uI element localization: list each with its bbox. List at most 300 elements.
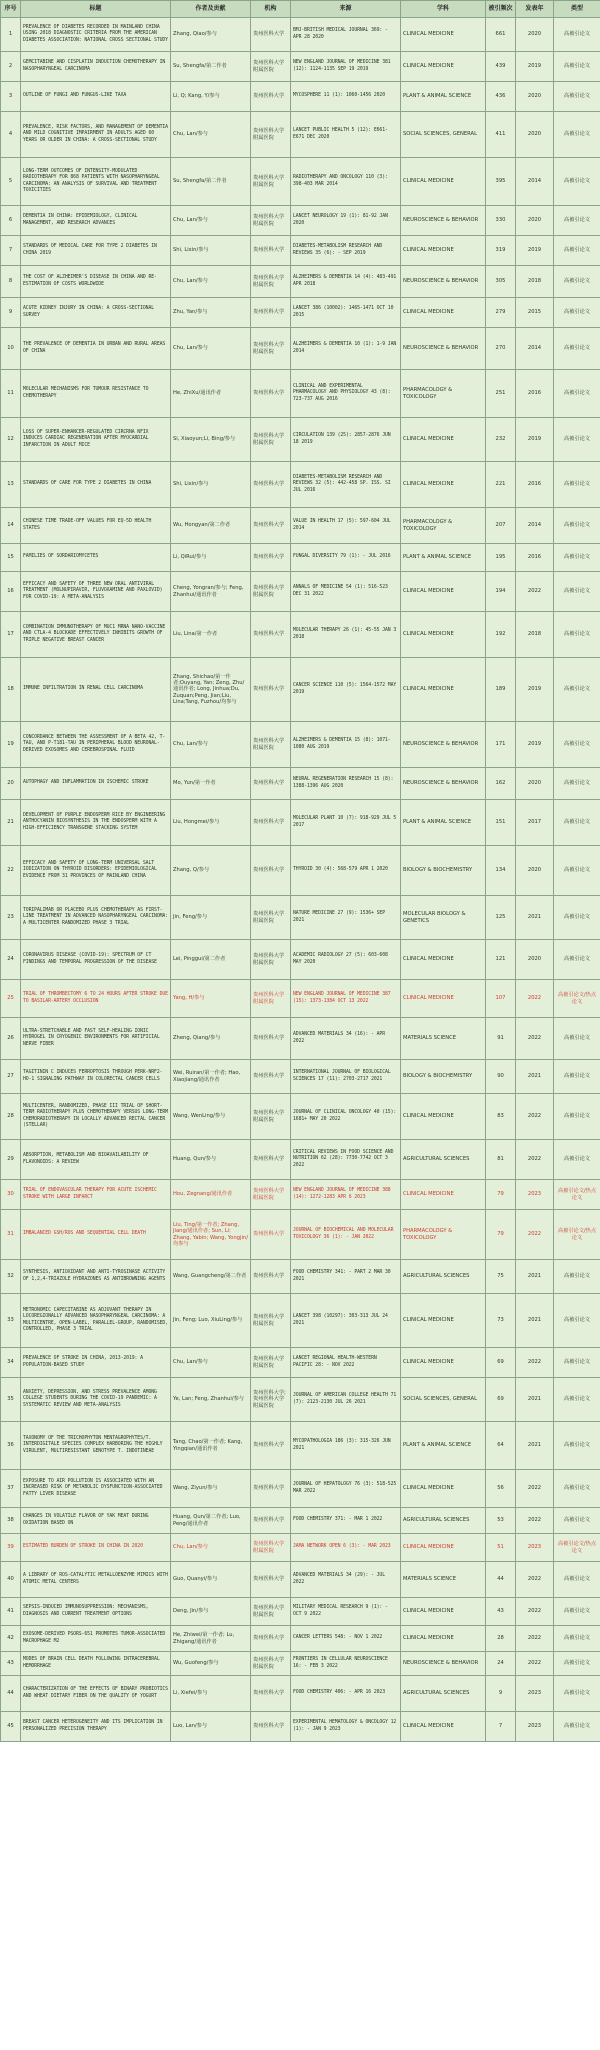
cell-citations: 64 xyxy=(486,1422,516,1470)
cell-no: 15 xyxy=(1,544,21,572)
cell-institution: 贵州医科大学 xyxy=(251,508,291,544)
table-row xyxy=(1,112,600,158)
cell-authors: Shi, Lixin/参与 xyxy=(171,462,251,508)
cell-no: 12 xyxy=(1,418,21,462)
cell-institution: 贵州医科大学 xyxy=(251,1470,291,1508)
cell-subject: CLINICAL MEDICINE xyxy=(401,1348,486,1378)
cell-year: 2020 xyxy=(516,112,554,158)
cell-source: FOOD CHEMISTRY 371: - MAR 1 2022 xyxy=(291,1508,401,1534)
cell-institution: 贵州医科大学 xyxy=(251,370,291,418)
cell-subject: CLINICAL MEDICINE xyxy=(401,658,486,722)
cell-authors: Su, Shengfa/第二作者 xyxy=(171,52,251,82)
cell-subject: PHARMACOLOGY & TOXICOLOGY xyxy=(401,1210,486,1260)
table-row xyxy=(1,980,600,1018)
cell-title: SEPSIS-INDUCED IMMUNOSUPPRESSION: MECHANISMS, DIAGNOSIS AND CURRENT TREATMENT OPTIONS xyxy=(21,1598,171,1626)
table-row xyxy=(1,1180,600,1210)
cell-type: 高被引论文 xyxy=(554,800,600,846)
cell-subject: CLINICAL MEDICINE xyxy=(401,158,486,206)
cell-authors: Mo, Yun/第一作者 xyxy=(171,768,251,800)
cell-type: 高被引论文 xyxy=(554,1676,600,1712)
cell-year: 2020 xyxy=(516,768,554,800)
cell-title: LONG-TERM OUTCOMES OF INTENSITY-MODULATED RADIOTHERAPY FOR 868 PATIENTS WITH NASOPHARYNGEAL CARCINOMA: AN ANALYSIS OF SURVIVAL AND TREATMENT TOXICITIES xyxy=(21,158,171,206)
cell-title: CHARACTERIZATION OF THE EFFECTS OF BINARY PROBIOTICS AND WHEAT DIETARY FIBER ON THE QUALITY OF YOGURT xyxy=(21,1676,171,1712)
cell-subject: NEUROSCIENCE & BEHAVIOR xyxy=(401,722,486,768)
cell-subject: PLANT & ANIMAL SCIENCE xyxy=(401,800,486,846)
cell-citations: 439 xyxy=(486,52,516,82)
cell-type: 高被引论文/热点论文 xyxy=(554,1534,600,1562)
cell-subject: NEUROSCIENCE & BEHAVIOR xyxy=(401,266,486,298)
header-authors: 作者及贡献 xyxy=(171,1,251,18)
cell-year: 2021 xyxy=(516,1294,554,1348)
cell-authors: He, Zhiwei/第一作者; Lu, Zhigang/通讯作者 xyxy=(171,1626,251,1652)
cell-subject: CLINICAL MEDICINE xyxy=(401,462,486,508)
cell-year: 2023 xyxy=(516,1534,554,1562)
header-subject: 学科 xyxy=(401,1,486,18)
cell-title: EXOSOME-DERIVED PSORS-651 PROMOTES TUMOR-ASSOCIATED MACROPHAGE M2 xyxy=(21,1626,171,1652)
cell-no: 6 xyxy=(1,206,21,236)
cell-authors: Ye, Lan; Feng, Zhanhui/参与 xyxy=(171,1378,251,1422)
cell-citations: 279 xyxy=(486,298,516,328)
table-row xyxy=(1,1508,600,1534)
cell-source: CIRCULATION 139 (25): 2857-2876 JUN 18 2019 xyxy=(291,418,401,462)
cell-no: 13 xyxy=(1,462,21,508)
cell-subject: PLANT & ANIMAL SCIENCE xyxy=(401,1422,486,1470)
cell-authors: Zhu, Yan/参与 xyxy=(171,298,251,328)
cell-type: 高被引论文 xyxy=(554,112,600,158)
cell-year: 2020 xyxy=(516,206,554,236)
cell-source: JOURNAL OF HEPATOLOGY 76 (3): 518-525 MAR 2022 xyxy=(291,1470,401,1508)
cell-source: CLINICAL AND EXPERIMENTAL PHARMACOLOGY AND PHYSIOLOGY 43 (8): 723-737 AUG 2016 xyxy=(291,370,401,418)
cell-year: 2022 xyxy=(516,1562,554,1598)
cell-no: 34 xyxy=(1,1348,21,1378)
table-row xyxy=(1,1712,600,1742)
cell-title: CORONAVIRUS DISEASE (COVID-19): SPECTRUM OF CT FINDINGS AND TEMPORAL PROGRESSION OF THE DISEASE xyxy=(21,940,171,980)
cell-no: 11 xyxy=(1,370,21,418)
cell-year: 2022 xyxy=(516,1018,554,1060)
cell-year: 2019 xyxy=(516,236,554,266)
cell-authors: Chu, Lan/参与 xyxy=(171,722,251,768)
cell-subject: NEUROSCIENCE & BEHAVIOR xyxy=(401,1652,486,1676)
cell-subject: CLINICAL MEDICINE xyxy=(401,236,486,266)
cell-no: 10 xyxy=(1,328,21,370)
table-row xyxy=(1,418,600,462)
cell-institution: 贵州医科大学附属医院 xyxy=(251,980,291,1018)
cell-institution: 贵州医科大学 xyxy=(251,1712,291,1742)
cell-authors: Tang, Chao/第一作者; Kang, Yingqian/通讯作者 xyxy=(171,1422,251,1470)
cell-type: 高被引论文 xyxy=(554,206,600,236)
table-row xyxy=(1,236,600,266)
cell-title: IMMUNE INFILTRATION IN RENAL CELL CARCINOMA xyxy=(21,658,171,722)
cell-institution: 贵州医科大学 xyxy=(251,544,291,572)
cell-title: STANDARDS OF MEDICAL CARE FOR TYPE 2 DIABETES IN CHINA 2019 xyxy=(21,236,171,266)
cell-source: FOOD CHEMISTRY 406: - APR 16 2023 xyxy=(291,1676,401,1712)
cell-citations: 195 xyxy=(486,544,516,572)
table-row xyxy=(1,82,600,112)
cell-institution: 贵州医科大学 xyxy=(251,658,291,722)
cell-type: 高被引论文 xyxy=(554,298,600,328)
cell-no: 18 xyxy=(1,658,21,722)
cell-authors: Deng, Jin/参与 xyxy=(171,1598,251,1626)
cell-type: 高被引论文 xyxy=(554,462,600,508)
cell-year: 2014 xyxy=(516,508,554,544)
cell-subject: CLINICAL MEDICINE xyxy=(401,572,486,612)
cell-title: TAGITININ C INDUCES FERROPTOSIS THROUGH PERK-NRF2-HO-1 SIGNALING PATHWAY IN COLORECTAL CANCER CELLS xyxy=(21,1060,171,1094)
cell-no: 9 xyxy=(1,298,21,328)
cell-type: 高被引论文 xyxy=(554,508,600,544)
cell-title: OUTLINE OF FUNGI AND FUNGUS-LIKE TAXA xyxy=(21,82,171,112)
cell-authors: Lei, Pinggui/第二作者 xyxy=(171,940,251,980)
cell-type: 高被引论文 xyxy=(554,1508,600,1534)
cell-institution: 贵州医科大学 xyxy=(251,846,291,896)
cell-subject: PLANT & ANIMAL SCIENCE xyxy=(401,82,486,112)
cell-no: 29 xyxy=(1,1140,21,1180)
cell-citations: 69 xyxy=(486,1348,516,1378)
cell-citations: 28 xyxy=(486,1626,516,1652)
cell-title: ESTIMATED BURDEN OF STROKE IN CHINA IN 2020 xyxy=(21,1534,171,1562)
cell-title: METRONOMIC CAPECITABINE AS ADJUVANT THERAPY IN LOCOREGIONALLY ADVANCED NASOPHARYNGEAL CARCINOMA: A MULTICENTRE, OPEN-LABEL, PARALLEL-GROUP, RANDOMISED, CONTROLLED, PHASE 3 TRIAL xyxy=(21,1294,171,1348)
cell-year: 2022 xyxy=(516,1348,554,1378)
cell-subject: AGRICULTURAL SCIENCES xyxy=(401,1140,486,1180)
cell-title: IMBALANCED GSH/ROS AND SEQUENTIAL CELL DEATH xyxy=(21,1210,171,1260)
cell-no: 19 xyxy=(1,722,21,768)
cell-year: 2020 xyxy=(516,82,554,112)
cell-authors: Chu, Lan/参与 xyxy=(171,328,251,370)
cell-title: CHINESE TIME TRADE-OFF VALUES FOR EQ-5D HEALTH STATES xyxy=(21,508,171,544)
cell-source: THYROID 30 (4): 568-579 APR 1 2020 xyxy=(291,846,401,896)
cell-subject: AGRICULTURAL SCIENCES xyxy=(401,1260,486,1294)
cell-institution: 贵州医科大学 xyxy=(251,1210,291,1260)
table-row xyxy=(1,1470,600,1508)
cell-source: FUNGAL DIVERSITY 79 (1): - JUL 2016 xyxy=(291,544,401,572)
cell-citations: 91 xyxy=(486,1018,516,1060)
cell-authors: Huang, Qun/参与 xyxy=(171,1140,251,1180)
table-row xyxy=(1,1210,600,1260)
cell-institution: 贵州医科大学附属医院 xyxy=(251,206,291,236)
cell-type: 高被引论文 xyxy=(554,1140,600,1180)
cell-institution: 贵州医科大学附属医院 xyxy=(251,1534,291,1562)
cell-no: 21 xyxy=(1,800,21,846)
cell-title: BREAST CANCER HETEROGENEITY AND ITS IMPLICATION IN PERSONALIZED PRECISION THERAPY xyxy=(21,1712,171,1742)
cell-authors: Chu, Lan/参与 xyxy=(171,112,251,158)
table-row xyxy=(1,1626,600,1652)
cell-subject: CLINICAL MEDICINE xyxy=(401,18,486,52)
cell-title: THE COST OF ALZHEIMER'S DISEASE IN CHINA AND RE-ESTIMATION OF COSTS WORLDWIDE xyxy=(21,266,171,298)
cell-institution: 贵州医科大学 xyxy=(251,18,291,52)
cell-source: FOOD CHEMISTRY 341: - PART 2 MAR 30 2021 xyxy=(291,1260,401,1294)
table-row xyxy=(1,1348,600,1378)
cell-source: MOLECULAR PLANT 10 (7): 918-929 JUL 5 2017 xyxy=(291,800,401,846)
cell-institution: 贵州医科大学附属医院 xyxy=(251,328,291,370)
cell-title: ULTRA-STRETCHABLE AND FAST SELF-HEALING IONIC HYDROGEL IN CRYOGENIC ENVIRONMENTS FOR ARTIFICIAL NERVE FIBER xyxy=(21,1018,171,1060)
cell-institution: 贵州医科大学附属医院 xyxy=(251,1294,291,1348)
cell-type: 高被引论文 xyxy=(554,236,600,266)
cell-title: AUTOPHAGY AND INFLAMMATION IN ISCHEMIC STROKE xyxy=(21,768,171,800)
cell-year: 2016 xyxy=(516,370,554,418)
table-row xyxy=(1,658,600,722)
cell-no: 28 xyxy=(1,1094,21,1140)
cell-authors: Chu, Lan/参与 xyxy=(171,266,251,298)
cell-subject: CLINICAL MEDICINE xyxy=(401,1534,486,1562)
cell-type: 高被引论文 xyxy=(554,1422,600,1470)
table-row xyxy=(1,612,600,658)
cell-type: 高被引论文 xyxy=(554,544,600,572)
cell-year: 2016 xyxy=(516,462,554,508)
cell-no: 35 xyxy=(1,1378,21,1422)
cell-source: FRONTIERS IN CELLULAR NEUROSCIENCE 16: - FEB 3 2022 xyxy=(291,1652,401,1676)
table-row xyxy=(1,462,600,508)
cell-institution: 贵州医科大学附属医院 xyxy=(251,52,291,82)
cell-institution: 贵州医科大学 xyxy=(251,1060,291,1094)
cell-source: JOURNAL OF AMERICAN COLLEGE HEALTH 71 (7): 2123-2130 JUL 26 2021 xyxy=(291,1378,401,1422)
cell-no: 2 xyxy=(1,52,21,82)
cell-title: SYNTHESIS, ANTIOXIDANT AND ANTI-TYROSINASE ACTIVITY OF 1,2,4-TRIAZOLE HYDRAZONES AS ANTIBROWNING AGENTS xyxy=(21,1260,171,1294)
cell-year: 2022 xyxy=(516,980,554,1018)
cell-title: TRIAL OF ENDOVASCULAR THERAPY FOR ACUTE ISCHEMIC STROKE WITH LARGE INFARCT xyxy=(21,1180,171,1210)
cell-title: EFFICACY AND SAFETY OF THREE NEW ORAL ANTIVIRAL TREATMENT (MOLNUPIRAVIR, FLUVOXAMINE AND PAXLOVID) FOR COVID-19: A META-ANALYSIS xyxy=(21,572,171,612)
cell-citations: 162 xyxy=(486,768,516,800)
cell-subject: CLINICAL MEDICINE xyxy=(401,1180,486,1210)
cell-authors: Zhang, Shichao/第一作者;Ouyang, Yan; Zeng, Zhu/通讯作者; Long, Jinhua;Du, Zuquan;Peng, Jian;Liu, Lina;Tang, Fuzhou/均参与 xyxy=(171,658,251,722)
cell-type: 高被引论文 xyxy=(554,846,600,896)
table-row xyxy=(1,1294,600,1348)
cell-year: 2019 xyxy=(516,418,554,462)
cell-type: 高被引论文/热点论文 xyxy=(554,1180,600,1210)
cell-title: PREVALENCE OF DIABETES RECORDED IN MAINLAND CHINA USING 2018 DIAGNOSTIC CRITERIA FROM THE AMERICAN DIABETES ASSOCIATION: NATIONAL CROSS SECTIONAL STUDY xyxy=(21,18,171,52)
cell-year: 2022 xyxy=(516,1140,554,1180)
cell-authors: He, ZhiXu/通讯作者 xyxy=(171,370,251,418)
cell-no: 39 xyxy=(1,1534,21,1562)
cell-subject: CLINICAL MEDICINE xyxy=(401,980,486,1018)
cell-institution: 贵州医科大学附属医院 xyxy=(251,1180,291,1210)
table-row xyxy=(1,18,600,52)
cell-subject: SOCIAL SCIENCES, GENERAL xyxy=(401,112,486,158)
cell-citations: 134 xyxy=(486,846,516,896)
cell-year: 2022 xyxy=(516,1210,554,1260)
cell-type: 高被引论文/热点论文 xyxy=(554,980,600,1018)
cell-citations: 107 xyxy=(486,980,516,1018)
header-type: 类型 xyxy=(554,1,600,18)
cell-no: 23 xyxy=(1,896,21,940)
cell-citations: 44 xyxy=(486,1562,516,1598)
cell-year: 2014 xyxy=(516,158,554,206)
cell-no: 14 xyxy=(1,508,21,544)
table-row xyxy=(1,1378,600,1422)
cell-no: 4 xyxy=(1,112,21,158)
cell-institution: 贵州医科大学 xyxy=(251,1260,291,1294)
cell-source: JOURNAL OF CLINICAL ONCOLOGY 40 (15): 1681+ MAY 20 2022 xyxy=(291,1094,401,1140)
cell-citations: 73 xyxy=(486,1294,516,1348)
cell-authors: Wei, Ruiran/第一作者; Hao, Xiaojiang/通讯作者 xyxy=(171,1060,251,1094)
table-row xyxy=(1,328,600,370)
cell-authors: Yang, H/参与 xyxy=(171,980,251,1018)
cell-citations: 24 xyxy=(486,1652,516,1676)
cell-source: NATURE MEDICINE 27 (9): 1536+ SEP 2021 xyxy=(291,896,401,940)
cell-source: ALZHEIMERS & DEMENTIA 14 (4): 483-491 APR 2018 xyxy=(291,266,401,298)
cell-authors: Wang, WenLing/参与 xyxy=(171,1094,251,1140)
cell-institution: 贵州医科大学 xyxy=(251,768,291,800)
cell-title: PREVALENCE, RISK FACTORS, AND MANAGEMENT OF DEMENTIA AND MILD COGNITIVE IMPAIRMENT IN ADULTS AGED 60 YEARS OR OLDER IN CHINA: A CROSS-SECTIONAL STUDY xyxy=(21,112,171,158)
cell-source: MYCOPATHOLOGIA 186 (3): 315-326 JUN 2021 xyxy=(291,1422,401,1470)
cell-citations: 79 xyxy=(486,1180,516,1210)
cell-source: NEW ENGLAND JOURNAL OF MEDICINE 388 (14): 1272-1283 APR 6 2023 xyxy=(291,1180,401,1210)
cell-year: 2014 xyxy=(516,328,554,370)
cell-source: ALZHEIMERS & DEMENTIA 10 (1): 1-9 JAN 2014 xyxy=(291,328,401,370)
cell-type: 高被引论文 xyxy=(554,1348,600,1378)
cell-institution: 贵州医科大学 xyxy=(251,236,291,266)
cell-subject: AGRICULTURAL SCIENCES xyxy=(401,1676,486,1712)
table-row xyxy=(1,266,600,298)
table-row xyxy=(1,1562,600,1598)
cell-no: 27 xyxy=(1,1060,21,1094)
cell-subject: BIOLOGY & BIOCHEMISTRY xyxy=(401,1060,486,1094)
header-source: 来源 xyxy=(291,1,401,18)
cell-type: 高被引论文 xyxy=(554,370,600,418)
cell-institution: 贵州医科大学 xyxy=(251,462,291,508)
cell-year: 2021 xyxy=(516,1260,554,1294)
table-row xyxy=(1,940,600,980)
cell-year: 2018 xyxy=(516,612,554,658)
cell-no: 20 xyxy=(1,768,21,800)
cell-no: 17 xyxy=(1,612,21,658)
cell-subject: PLANT & ANIMAL SCIENCE xyxy=(401,544,486,572)
cell-year: 2022 xyxy=(516,572,554,612)
cell-citations: 319 xyxy=(486,236,516,266)
cell-institution: 贵州医科大学 xyxy=(251,1018,291,1060)
cell-source: LANCET 398 (10297): 303-313 JUL 24 2021 xyxy=(291,1294,401,1348)
table-row xyxy=(1,544,600,572)
cell-source: CANCER LETTERS 548: - NOV 1 2022 xyxy=(291,1626,401,1652)
cell-institution: 贵州医科大学附属医院 xyxy=(251,158,291,206)
cell-year: 2023 xyxy=(516,1712,554,1742)
cell-type: 高被引论文/热点论文 xyxy=(554,1210,600,1260)
cell-subject: PHARMACOLOGY & TOXICOLOGY xyxy=(401,370,486,418)
cell-type: 高被引论文 xyxy=(554,82,600,112)
header-citations: 被引频次 xyxy=(486,1,516,18)
cell-year: 2022 xyxy=(516,1598,554,1626)
cell-no: 41 xyxy=(1,1598,21,1626)
cell-institution: 贵州医科大学附属医院 xyxy=(251,1094,291,1140)
cell-citations: 69 xyxy=(486,1378,516,1422)
cell-institution: 贵州医科大学 xyxy=(251,1626,291,1652)
cell-source: CANCER SCIENCE 110 (5): 1564-1572 MAY 2019 xyxy=(291,658,401,722)
cell-title: DEMENTIA IN CHINA: EPIDEMIOLOGY, CLINICAL MANAGEMENT, AND RESEARCH ADVANCES xyxy=(21,206,171,236)
cell-authors: Wang, Guangcheng/第二作者 xyxy=(171,1260,251,1294)
cell-year: 2021 xyxy=(516,1378,554,1422)
cell-title: COMBINATION IMMUNOTHERAPY OF MUC1 MRNA NANO-VACCINE AND CTLA-4 BLOCKADE EFFECTIVELY INHIBITS GROWTH OF TRIPLE NEGATIVE BREAST CANCER xyxy=(21,612,171,658)
cell-type: 高被引论文 xyxy=(554,658,600,722)
cell-type: 高被引论文 xyxy=(554,18,600,52)
cell-no: 3 xyxy=(1,82,21,112)
cell-source: JAMA NETWORK OPEN 6 (3): - MAR 2023 xyxy=(291,1534,401,1562)
cell-citations: 43 xyxy=(486,1598,516,1626)
table-row xyxy=(1,1060,600,1094)
cell-authors: Wang, Ziyun/参与 xyxy=(171,1470,251,1508)
table-row xyxy=(1,1094,600,1140)
cell-authors: Zheng, Qiang/参与 xyxy=(171,1018,251,1060)
cell-no: 1 xyxy=(1,18,21,52)
cell-citations: 56 xyxy=(486,1470,516,1508)
cell-year: 2022 xyxy=(516,1626,554,1652)
cell-institution: 贵州医科大学附属医院 xyxy=(251,572,291,612)
header-institution: 机构 xyxy=(251,1,291,18)
cell-source: LANCET NEUROLOGY 19 (1): 81-92 JAN 2020 xyxy=(291,206,401,236)
cell-authors: Chu, Lan/参与 xyxy=(171,1348,251,1378)
table-row xyxy=(1,722,600,768)
cell-subject: CLINICAL MEDICINE xyxy=(401,52,486,82)
table-row xyxy=(1,1018,600,1060)
cell-source: LANCET 386 (10002): 1465-1471 OCT 10 2015 xyxy=(291,298,401,328)
cell-authors: Shi, Lixin/参与 xyxy=(171,236,251,266)
cell-citations: 221 xyxy=(486,462,516,508)
table-row xyxy=(1,1140,600,1180)
cell-source: JOURNAL OF BIOCHEMICAL AND MOLECULAR TOXICOLOGY 36 (1): - JAN 2022 xyxy=(291,1210,401,1260)
table-row xyxy=(1,158,600,206)
table-row xyxy=(1,1534,600,1562)
cell-title: TORIPALIMAB OR PLACEBO PLUS CHEMOTHERAPY AS FIRST-LINE TREATMENT IN ADVANCED NASOPHARYNGEAL CARCINOMA: A MULTICENTER RANDOMIZED PHASE 3 TRIAL xyxy=(21,896,171,940)
cell-citations: 270 xyxy=(486,328,516,370)
cell-type: 高被引论文 xyxy=(554,896,600,940)
cell-institution: 贵州医科大学;贵州医科大学附属医院 xyxy=(251,1378,291,1422)
cell-citations: 251 xyxy=(486,370,516,418)
cell-no: 5 xyxy=(1,158,21,206)
cell-subject: BIOLOGY & BIOCHEMISTRY xyxy=(401,846,486,896)
cell-institution: 贵州医科大学附属医院 xyxy=(251,722,291,768)
cell-no: 36 xyxy=(1,1422,21,1470)
cell-source: ALZHEIMERS & DEMENTIA 15 (8): 1071-1080 AUG 2019 xyxy=(291,722,401,768)
cell-type: 高被引论文 xyxy=(554,1018,600,1060)
cell-subject: MATERIALS SCIENCE xyxy=(401,1018,486,1060)
cell-type: 高被引论文 xyxy=(554,1470,600,1508)
cell-subject: PHARMACOLOGY & TOXICOLOGY xyxy=(401,508,486,544)
cell-authors: Jin, Feng; Luo, XiuLing/参与 xyxy=(171,1294,251,1348)
table-row xyxy=(1,1598,600,1626)
cell-type: 高被引论文 xyxy=(554,1094,600,1140)
table-row xyxy=(1,768,600,800)
header-title: 标题 xyxy=(21,1,171,18)
cell-authors: Jin, Feng/参与 xyxy=(171,896,251,940)
cell-citations: 661 xyxy=(486,18,516,52)
cell-citations: 232 xyxy=(486,418,516,462)
header-row xyxy=(1,1,600,18)
cell-source: ANNALS OF MEDICINE 54 (1): 516-523 DEC 31 2022 xyxy=(291,572,401,612)
cell-subject: MOLECULAR BIOLOGY & GENETICS xyxy=(401,896,486,940)
cell-source: MYCOSPHERE 11 (1): 1060-1456 2020 xyxy=(291,82,401,112)
cell-type: 高被引论文 xyxy=(554,1294,600,1348)
cell-type: 高被引论文 xyxy=(554,1652,600,1676)
table-row xyxy=(1,1260,600,1294)
cell-subject: AGRICULTURAL SCIENCES xyxy=(401,1508,486,1534)
cell-year: 2017 xyxy=(516,800,554,846)
cell-no: 38 xyxy=(1,1508,21,1534)
cell-source: NEURAL REGENERATION RESEARCH 15 (8): 1388-1396 AUG 2020 xyxy=(291,768,401,800)
cell-type: 高被引论文 xyxy=(554,266,600,298)
cell-no: 37 xyxy=(1,1470,21,1508)
cell-citations: 51 xyxy=(486,1534,516,1562)
table-body xyxy=(1,18,600,1742)
cell-title: TRIAL OF THROMBECTOMY 6 TO 24 HOURS AFTER STROKE DUE TO BASILAR-ARTERY OCCLUSION xyxy=(21,980,171,1018)
cell-citations: 53 xyxy=(486,1508,516,1534)
table-row xyxy=(1,1652,600,1676)
cell-title: FAMILIES OF SORDARIOMYCETES xyxy=(21,544,171,572)
cell-year: 2022 xyxy=(516,1470,554,1508)
cell-institution: 贵州医科大学 xyxy=(251,1422,291,1470)
cell-source: LANCET REGIONAL HEALTH-WESTERN PACIFIC 28: - NOV 2022 xyxy=(291,1348,401,1378)
table-row xyxy=(1,572,600,612)
cell-citations: 436 xyxy=(486,82,516,112)
cell-title: MODES OF BRAIN CELL DEATH FOLLOWING INTRACEREBRAL HEMORRHAGE xyxy=(21,1652,171,1676)
cell-citations: 207 xyxy=(486,508,516,544)
cell-authors: Chu, Lan/参与 xyxy=(171,1534,251,1562)
